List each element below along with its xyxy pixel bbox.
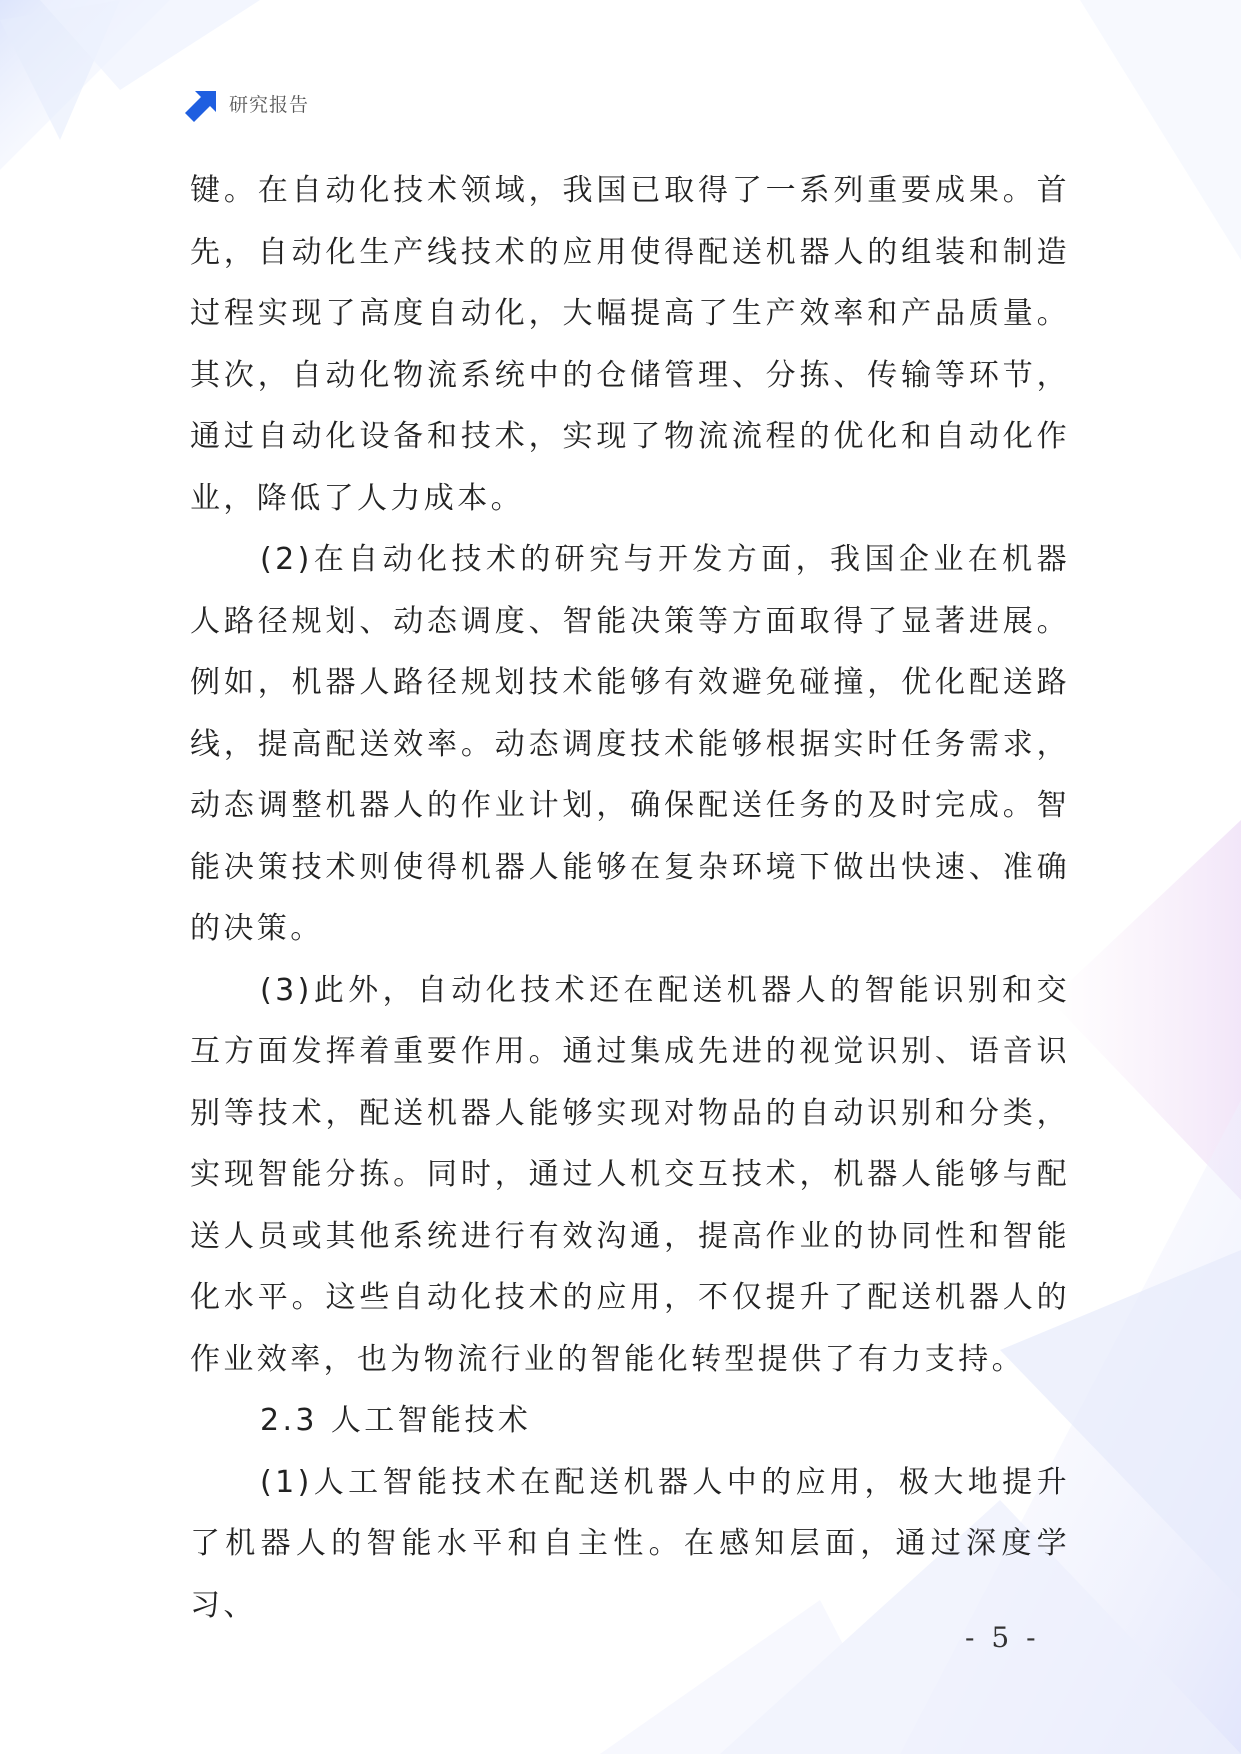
arrow-up-right-icon <box>185 88 219 122</box>
report-header <box>185 88 309 122</box>
document-body <box>190 160 1070 1636</box>
section-paragraph-1: (1)人工智能技术在配送机器人中的应用，极大地提升了机器人的智能水平和自主性。在感知层面，通过深度学习、 <box>190 1464 1070 1623</box>
paragraph-continued: 键。在自动化技术领域，我国已取得了一系列重要成果。首先，自动化生产线技术的应用使得配送机器人的组装和制造过程实现了高度自动化，大幅提高了生产效率和产品质量。其次，自动化物流系统中的仓储管理、分拣、传输等环节，通过自动化设备和技术，实现了物流流程的优化和自动化作业，降低了人力成本。 <box>190 173 1070 516</box>
page-number: - 5 - <box>965 1621 1040 1654</box>
header-title: 研究报告 <box>229 94 310 116</box>
paragraph-item-2: (2)在自动化技术的研究与开发方面，我国企业在机器人路径规划、动态调度、智能决策等方面取得了显著进展。例如，机器人路径规划技术能够有效避免碰撞，优化配送路线，提高配送效率。动态调度技术能够根据实时任务需求，动态调整机器人的作业计划，确保配送任务的及时完成。智能决策技术则使得机器人能够在复杂环境下做出快速、准确的决策。 <box>190 542 1070 946</box>
paragraph-item-3: (3)此外，自动化技术还在配送机器人的智能识别和交互方面发挥着重要作用。通过集成先进的视觉识别、语音识别等技术，配送机器人能够实现对物品的自动识别和分类，实现智能分拣。同时，通过人机交互技术，机器人能够与配送人员或其他系统进行有效沟通，提高作业的协同性和智能化水平。这些自动化技术的应用，不仅提升了配送机器人的作业效率，也为物流行业的智能化转型提供了有力支持。 <box>190 972 1070 1377</box>
section-heading: 2.3 人工智能技术 <box>260 1403 532 1438</box>
